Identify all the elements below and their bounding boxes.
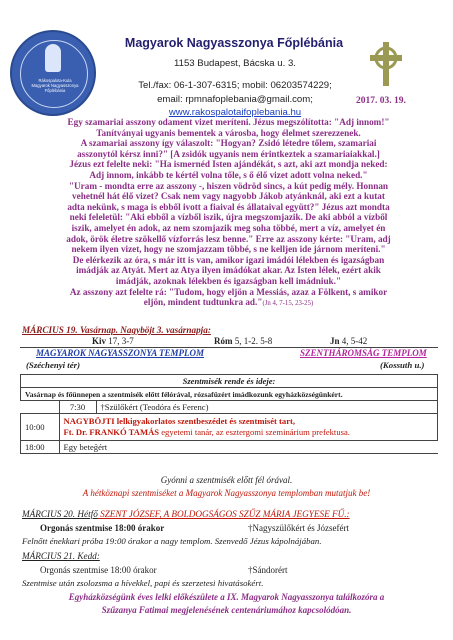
reading-2: Róm 5, 1-2. 5-8 bbox=[214, 336, 273, 346]
right-church-name: SZENTHÁROMSÁG TEMPLOM bbox=[300, 348, 427, 358]
left-church-name: MAGYAROK NAGYASSZONYA TEMPLOM bbox=[36, 348, 205, 358]
reading-3: Jn 4, 5-42 bbox=[330, 336, 368, 346]
weekday-mass-notice: A hétköznapi szentmiséket a Magyarok Nagyasszonya templomban mutatjuk be! bbox=[82, 488, 371, 498]
retreat-line-2: Ft. Dr. FRANKÓ TAMÁS egyetemi tanár, az esztergomi szeminárium prefektusa. bbox=[63, 427, 350, 437]
table-row bbox=[21, 388, 438, 401]
gospel-line: imádják, azoknak lélekben és igazságban kell imádniuk." bbox=[115, 275, 342, 286]
monday-mass-label: Orgonás szentmise 18:00 órakor bbox=[40, 523, 165, 533]
gospel-line: Jézus ezt felelte neki: "Ha ismernéd Isten ajándékát, s azt, aki azt mondja neked: bbox=[69, 159, 388, 170]
gospel-reference: (Jn 4, 7-15, 23-25) bbox=[262, 300, 314, 308]
gospel-line: De elérkezik az óra, s már itt is van, amikor igazi imádói lélekben és igazságban bbox=[72, 254, 385, 265]
left-church-location: (Széchenyi tér) bbox=[26, 360, 80, 370]
gospel-line: vehetnél hát élő vizet? Csak nem vagy nagyobb Jákob atyánknál, aki ezt a kutat bbox=[72, 191, 385, 202]
mass-intention: †Szülőkért (Teodóra és Ferenc) bbox=[96, 401, 438, 414]
confession-notice: Gyónni a szentmisék előtt fél órával. bbox=[160, 475, 293, 485]
tuesday-mass-label: Orgonás szentmise 18:00 órakor bbox=[40, 565, 157, 575]
gospel-line: Egy szamariai asszony odament vizet meríteni. Jézus megszólította: "Adj innom!" bbox=[67, 117, 390, 127]
gospel-line: neki feleletül: "Aki ebből a vízből iszik, újra megszomjazik. De aki abból a vízből bbox=[69, 212, 388, 223]
closing-line-2: Szűzanya Fatimai megjelenésének centenáriumához kapcsolódóan. bbox=[101, 605, 352, 615]
gospel-line: A szamariai asszony így válaszolt: "Hogyan? Zsidó létedre tőlem, szamariai bbox=[80, 138, 377, 149]
mass-time: 18:00 bbox=[21, 441, 60, 454]
parish-title: Magyarok Nagyasszonya Főplébánia bbox=[124, 36, 344, 50]
reading-1: Kiv 17, 3-7 bbox=[92, 336, 134, 346]
logo-text-line-2: Magyarok Nagyasszonya bbox=[31, 83, 79, 88]
sunday-heading: MÁRCIUS 19. Vasárnap. Nagyböjt 3. vasárnapja: bbox=[22, 325, 211, 335]
logo-figure bbox=[45, 44, 61, 72]
gospel-line bbox=[26, 297, 431, 310]
logo-text bbox=[16, 78, 94, 93]
email: email: rpmnafoplebania@gmail.com; bbox=[157, 94, 313, 105]
mass-intention: Egy beteg̈ért bbox=[59, 441, 438, 454]
gospel-line: adok, örök életre szökellő vízforrás lesz benne." Erre az asszony kérte: "Uram, adj bbox=[66, 233, 391, 244]
mass-order-heading: Szentmisék rende és ideje: bbox=[21, 375, 438, 388]
mass-schedule-table bbox=[20, 374, 438, 454]
gospel-line: Adj innom, inkább te kértél volna tőle, s ő élő vizet adott volna neked." bbox=[89, 169, 368, 180]
gospel-line: Az asszony azt felelte rá: "Tudom, hogy eljön a Messiás, azaz a Fölkent, s amikor bbox=[69, 286, 388, 297]
celtic-cross-icon bbox=[366, 40, 406, 88]
parish-logo bbox=[10, 30, 96, 116]
monday-mass-intention: †Nagyszülőkért és Józsefért bbox=[248, 523, 349, 533]
gospel-line: adta nekünk, s maga is ebből ivott a fiaival és állataival együtt?" Jézus azt mondta bbox=[67, 201, 390, 212]
gospel-line: Tanítványai ugyanis bementek a városba, hogy élelmet szerezzenek. bbox=[96, 127, 361, 138]
logo-text-line-3: Főplébánia bbox=[44, 88, 66, 93]
lenten-retreat-cell bbox=[59, 414, 438, 441]
table-row bbox=[21, 441, 438, 454]
gospel-passage bbox=[26, 117, 431, 310]
closing-line-1: Egyházközségünk éves lelki előkészülete a IX. Magyarok Nagyasszonya találkozóra a bbox=[68, 592, 385, 602]
empty-cell bbox=[21, 401, 60, 414]
gospel-line: imádják az Atyát. Mert az Atya ilyen imádókat akar. Az Isten lélek, ezért akik bbox=[76, 265, 381, 276]
table-row bbox=[21, 401, 438, 414]
address: 1153 Budapest, Bácska u. 3. bbox=[174, 58, 296, 69]
table-row bbox=[21, 414, 438, 441]
monday-note: Felnőtt énekkari próba 19:00 órakor a nagy templom. Szenvedő Jézus kápolnájában. bbox=[22, 536, 322, 546]
bulletin-date: 2017. 03. 19. bbox=[356, 96, 406, 106]
mass-time: 10:00 bbox=[21, 414, 60, 441]
monday-heading: MÁRCIUS 20. Hétfő SZENT JÓZSEF, A BOLDOGSÁGOS SZŰZ MÁRIA JEGYESE FŰ.: bbox=[22, 509, 350, 519]
phone: Tel./fax: 06-1-307-6315; mobil: 06203574229; bbox=[138, 80, 332, 91]
gospel-line: nekem ilyen vizet, hogy ne szomjazzam többé, s ne kelljen ide járnom meríteni." bbox=[71, 244, 386, 255]
website-link[interactable]: www.rakospalotaifoplebania.hu bbox=[168, 107, 302, 118]
mass-time: 7:30 bbox=[59, 401, 96, 414]
gospel-line-text: eljön, mindent tudtunkra ad." bbox=[143, 297, 263, 308]
right-church-location: (Kossuth u.) bbox=[380, 360, 425, 370]
tuesday-heading: MÁRCIUS 21. Kedd: bbox=[22, 551, 100, 561]
gospel-line: "Uram - mondta erre az asszony -, hiszen vödröd sincs, a kút pedig mély. Honnan bbox=[68, 180, 389, 191]
gospel-line: asszonytól kérsz inni?" [A zsidók ugyanis nem érintkeztek a szamariaiakkal.] bbox=[77, 148, 380, 159]
rosary-info: Vasárnap és főünnepen a szentmisék előtt félórával, rózsafüzért imádkozunk egyházközségünkért. bbox=[21, 388, 438, 401]
tuesday-mass-intention: †Sándorért bbox=[248, 565, 288, 575]
table-row bbox=[21, 375, 438, 388]
gospel-line: iszik, amelyet én adok, az nem szomjazik meg soha többé, mert a víz, amelyet én bbox=[71, 222, 386, 233]
retreat-line-1: NAGYBÖJTI lelkigyakorlatos szentbeszédet és szentmisét tart, bbox=[63, 416, 296, 426]
logo-text-line-1: Rákospalota-Kula bbox=[38, 78, 72, 83]
tuesday-note: Szentmise után zsolozsma a hívekkel, papi és szerzetesi hivatásokért. bbox=[22, 578, 264, 588]
